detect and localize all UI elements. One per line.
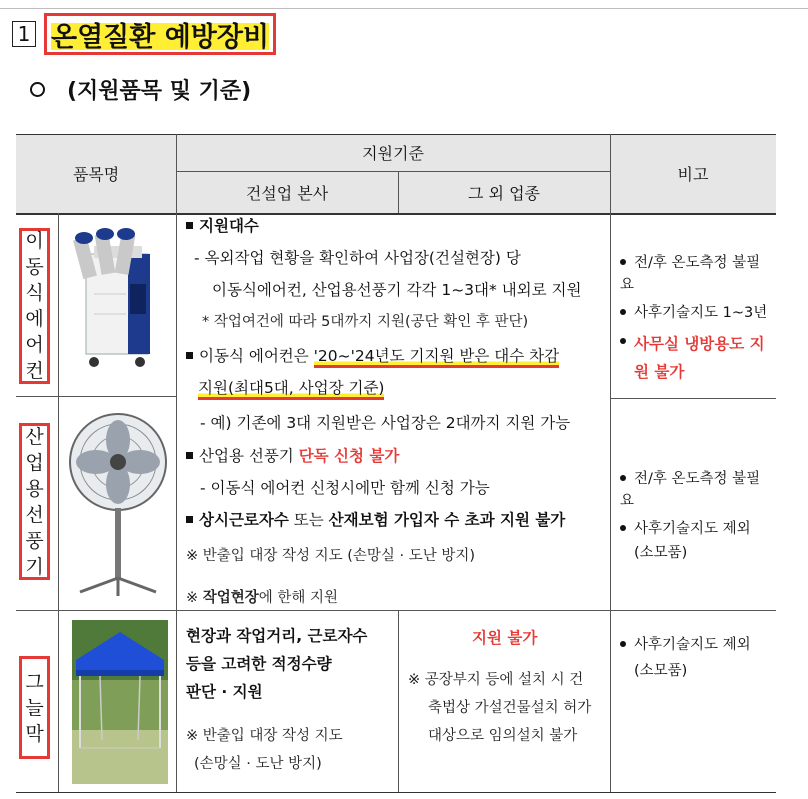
header-criteria — [176, 134, 610, 171]
criteria-s1-line1: - 옥외작업 현황을 확인하여 사업장(건설현장) 당 — [194, 249, 521, 267]
aircon-remarks — [620, 252, 774, 386]
table-bottom-border — [16, 792, 776, 793]
header-criteria-text: 지원기준 — [362, 144, 424, 163]
header-construction-hq-text: 건설업 본사 — [245, 183, 329, 203]
shade-hq-content — [186, 620, 394, 790]
industrial-fan-image — [64, 404, 172, 604]
section-title-box — [44, 13, 276, 55]
top-rule — [0, 0, 808, 9]
shade-remark-2: (소모품) — [634, 663, 688, 679]
row-label-shade — [19, 656, 50, 759]
circle-bullet-icon — [30, 82, 45, 97]
header-other-industries — [398, 171, 610, 213]
criteria-s2-line1 — [184, 346, 559, 366]
fan-remark-2 — [620, 518, 774, 540]
criteria-s4-bold-2: 산재보험 가입자 수 초과 지원 불가 — [328, 511, 566, 529]
aircon-remark-2 — [620, 302, 774, 324]
criteria-s3-line2: - 이동식 에어컨 신청시에만 함께 신청 가능 — [200, 479, 490, 497]
square-bullet-icon — [186, 516, 193, 523]
criteria-s4-bold-1: 상시근로자수 — [199, 511, 289, 529]
row-label-fan-text: 산업용선풍기 — [25, 425, 44, 578]
criteria-content — [184, 214, 608, 610]
criteria-s3-red: 단독 신청 불가 — [298, 447, 400, 465]
shade-other-title: 지원 불가 — [472, 629, 538, 647]
shade-hq-note2: (손망실 · 도난 방지) — [194, 756, 322, 772]
aircon-remark-3 — [620, 330, 774, 386]
shade-other-note3: 대상으로 임의설치 불가 — [428, 728, 578, 744]
col-divider-shade-sub — [398, 610, 399, 792]
square-bullet-icon — [186, 352, 193, 359]
header-divider — [176, 171, 610, 172]
col-divider-header-sub — [398, 171, 399, 213]
shade-tent-image — [72, 620, 168, 784]
shade-hq-note1: ※ 반출입 대장 작성 지도 — [186, 728, 343, 744]
criteria-note-2-bold: 작업현장 — [202, 590, 259, 606]
fan-remark-1-text: 전/후 온도측정 불필요 — [620, 471, 761, 509]
row-divider-label-1 — [16, 396, 58, 397]
aircon-remark-1-text: 전/후 온도측정 불필요 — [620, 255, 761, 293]
header-item-name — [16, 134, 176, 213]
dot-bullet-icon — [620, 475, 626, 481]
criteria-s1-title: 지원대수 — [199, 217, 259, 235]
subtitle: (지원품목 및 기준) — [67, 79, 252, 104]
dot-bullet-icon — [620, 309, 626, 315]
criteria-note-2-rest: 에 한해 지원 — [258, 590, 339, 606]
shade-hq-line2: 등을 고려한 적정수량 — [186, 655, 332, 673]
row-divider-remarks-1 — [610, 398, 776, 399]
criteria-s2-line2 — [198, 378, 384, 398]
fan-remark-1 — [620, 468, 774, 512]
aircon-image — [64, 224, 172, 389]
dot-bullet-icon — [620, 641, 626, 647]
fan-remarks — [620, 468, 774, 564]
section-title: 온열질환 예방장비 — [51, 15, 269, 54]
shade-other-note1: ※ 공장부지 등에 설치 시 건 — [408, 672, 584, 688]
shade-remark-1 — [620, 634, 774, 656]
criteria-s1-title-line — [184, 216, 259, 236]
subtitle-row — [30, 74, 251, 105]
criteria-s4-mid: 또는 — [288, 511, 329, 529]
shade-hq-line1: 현장과 작업거리, 근로자수 — [186, 627, 368, 645]
aircon-remark-2-text: 사후기술지도 1~3년 — [634, 305, 768, 321]
section-number: 1 — [12, 21, 36, 47]
criteria-note-2 — [186, 588, 338, 608]
criteria-s1-note: * 작업여건에 따라 5대까지 지원(공단 확인 후 판단) — [202, 314, 529, 330]
criteria-s4-line — [184, 510, 565, 530]
criteria-s2-highlight-2: 지원(최대5대, 사업장 기준) — [198, 379, 384, 400]
shade-remark-1-text: 사후기술지도 제외 — [634, 637, 751, 653]
table-top-border — [16, 134, 776, 135]
fan-remark-2-text: 사후기술지도 제외 — [634, 521, 751, 537]
criteria-s2-prefix: 이동식 에어컨은 — [199, 347, 314, 365]
col-divider-image — [58, 213, 59, 792]
shade-hq-line3: 판단 · 지원 — [186, 683, 263, 701]
header-remarks — [610, 134, 776, 213]
row-divider-2 — [16, 610, 776, 611]
row-label-aircon-text: 이동식에어컨 — [25, 230, 44, 382]
header-other-industries-text: 그 외 업종 — [468, 183, 540, 203]
fan-remark-3: (소모품) — [634, 545, 688, 561]
col-divider-remarks — [610, 134, 611, 792]
criteria-s3-line1 — [184, 446, 399, 466]
shade-remarks — [620, 634, 774, 682]
criteria-s1-line2: 이동식에어컨, 산업용선풍기 각각 1~3대* 내외로 지원 — [212, 281, 582, 299]
col-divider-criteria — [176, 134, 177, 792]
criteria-note-1: ※ 반출입 대장 작성 지도 (손망실 · 도난 방지) — [186, 548, 476, 564]
square-bullet-icon — [186, 222, 193, 229]
support-table — [16, 134, 776, 793]
shade-other-content — [402, 620, 608, 790]
row-label-aircon — [19, 228, 50, 384]
criteria-s2-line3: - 예) 기존에 3대 지원받은 사업장은 2대까지 지원 가능 — [200, 414, 571, 432]
square-bullet-icon — [186, 452, 193, 459]
criteria-note-2-prefix: ※ — [186, 590, 203, 606]
criteria-s3-prefix: 산업용 선풍기 — [199, 447, 299, 465]
shade-other-note2: 축법상 가설건물설치 허가 — [428, 700, 592, 716]
header-construction-hq — [176, 171, 398, 213]
header-item-name-text: 품목명 — [72, 165, 120, 184]
aircon-remark-1 — [620, 252, 774, 296]
dot-bullet-icon — [620, 525, 626, 531]
aircon-remark-red-text: 사무실 냉방용도 지원 불가 — [634, 335, 765, 381]
row-divider-img-1 — [58, 396, 176, 397]
section-title-row — [12, 14, 276, 54]
criteria-s2-highlight-1: '20~'24년도 기지원 받은 대수 차감 — [314, 347, 559, 368]
row-label-shade-text: 그늘막 — [25, 670, 44, 745]
dot-bullet-icon — [620, 338, 626, 344]
row-label-fan — [19, 423, 50, 580]
header-remarks-text: 비고 — [677, 165, 709, 184]
dot-bullet-icon — [620, 259, 626, 265]
